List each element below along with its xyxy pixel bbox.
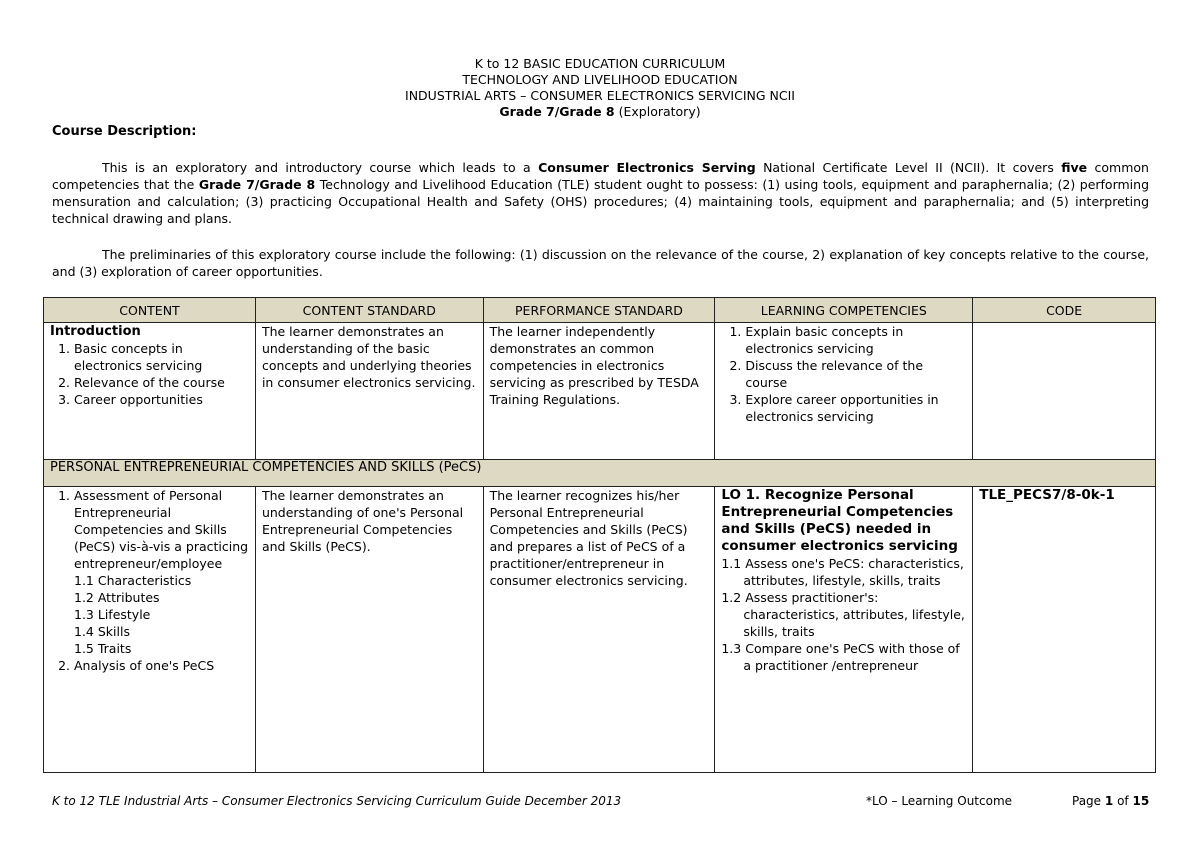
p1-text-e: common competencies that the — [52, 160, 1149, 192]
footer-lo-note: *LO – Learning Outcome — [866, 794, 1013, 808]
course-description-label: Course Description: — [52, 124, 197, 139]
header-performance-standard: PERFORMANCE STANDARD — [483, 298, 715, 323]
course-description-paragraph-1 — [52, 159, 1149, 227]
list-item: 2. Discuss the relevance of the course — [745, 357, 966, 391]
list-item: 2. Relevance of the course — [74, 374, 249, 391]
sub-item: 1.5 Traits — [74, 641, 132, 656]
course-description-paragraph-2 — [52, 246, 1149, 280]
lo-item: 1.2 Assess practitioner's: characteristics, attributes, lifestyle, skills, traits — [721, 590, 965, 639]
p1-text-a: This is an exploratory and introductory course which leads to a — [102, 160, 539, 175]
header-learning-competencies: LEARNING COMPETENCIES — [715, 298, 973, 323]
pecs-content-standard: The learner demonstrates an understanding of one's Personal Entrepreneurial Competencies and Skills (PeCS). — [255, 487, 483, 773]
p2-text: The preliminaries of this exploratory course include the following: (1) discussion on the relevance of the course, 2) explanation of key concepts relative to the course, and (3) exploration of career opportunities. — [52, 247, 1149, 279]
lo-title: LO 1. Recognize Personal Entrepreneurial Competencies and Skills (PeCS) needed in consumer electronics servicing — [721, 487, 958, 554]
footer-document-title: K to 12 TLE Industrial Arts – Consumer Electronics Servicing Curriculum Guide December 2013 — [52, 794, 622, 808]
curriculum-table — [43, 297, 1156, 773]
grade-label: Grade 7/Grade 8 — [499, 104, 615, 119]
table-header-row — [44, 298, 1156, 323]
header-line-2: TECHNOLOGY AND LIVELIHOOD EDUCATION — [462, 72, 738, 87]
list-item: 3. Explore career opportunities in electronics servicing — [745, 391, 966, 425]
intro-content-list — [50, 340, 249, 408]
header-content: CONTENT — [44, 298, 256, 323]
list-item: 3. Career opportunities — [74, 391, 249, 408]
pecs-content-cell — [44, 487, 256, 773]
lo-item: 1.1 Assess one's PeCS: characteristics, attributes, lifestyle, skills, traits — [721, 556, 964, 588]
header-line-1: K to 12 BASIC EDUCATION CURRICULUM — [474, 56, 726, 71]
document-header — [0, 56, 1200, 120]
intro-competencies-list — [721, 323, 966, 425]
pecs-content-list — [50, 487, 249, 674]
table-row — [44, 487, 1156, 773]
section-title: PERSONAL ENTREPRENEURIAL COMPETENCIES AND SKILLS (PeCS) — [44, 460, 1156, 487]
section-row — [44, 460, 1156, 487]
intro-code — [973, 323, 1156, 460]
of-label: of — [1117, 794, 1129, 808]
page-total: 15 — [1132, 794, 1150, 808]
page-indicator — [1072, 794, 1149, 808]
lo-item: 1.3 Compare one's PeCS with those of a practitioner /entrepreneur — [721, 641, 960, 673]
sub-item: 1.4 Skills — [74, 624, 130, 639]
table-row — [44, 323, 1156, 460]
intro-content-standard: The learner demonstrates an understanding of the basic concepts and underlying theories in consumer electronics servicing. — [255, 323, 483, 460]
sub-item: 1.3 Lifestyle — [74, 607, 151, 622]
header-content-standard: CONTENT STANDARD — [255, 298, 483, 323]
exploratory-label: (Exploratory) — [618, 104, 701, 119]
header-line-3: INDUSTRIAL ARTS – CONSUMER ELECTRONICS SERVICING NCII — [405, 88, 795, 103]
sub-item: 1.2 Attributes — [74, 590, 160, 605]
page-number: 1 — [1104, 794, 1114, 808]
header-line-4 — [0, 104, 1200, 120]
p1-text-g: Technology and Livelihood Education (TLE) student ought to possess: (1) using tools, equipment and paraphernalia; (2) performing mensuration and calculation; (3) practicing Occupational Health and Safety (OHS) procedures; (4) maintaining tools, equipment and paraphernalia; and (5) interpreting technical drawing and plans. — [52, 177, 1150, 226]
list-item: 2. Analysis of one's PeCS — [74, 657, 249, 674]
pecs-competencies-cell — [715, 487, 973, 773]
pecs-performance-standard: The learner recognizes his/her Personal Entrepreneurial Competencies and Skills (PeCS) and prepares a list of PeCS of a practitioner/entrepreneur in consumer electronics servicing. — [483, 487, 715, 773]
pecs-code: TLE_PECS7/8-0k-1 — [973, 487, 1156, 773]
p1-text-b: Consumer Electronics Serving — [538, 160, 756, 175]
pecs-item-1: Assessment of Personal Entrepreneurial Competencies and Skills (PeCS) vis-à-vis a practicing entrepreneur/employee — [74, 488, 249, 571]
intro-competencies-cell — [715, 323, 973, 460]
p1-text-f: Grade 7/Grade 8 — [198, 177, 316, 192]
p1-text-c: National Certificate Level II (NCII). It covers — [755, 160, 1062, 175]
sub-item: 1.1 Characteristics — [74, 573, 192, 588]
list-item: 1. Basic concepts in electronics servicing — [74, 340, 249, 374]
page-label: Page — [1072, 794, 1102, 808]
intro-performance-standard: The learner independently demonstrates an common competencies in electronics servicing as prescribed by TESDA Training Regulations. — [483, 323, 715, 460]
intro-title: Introduction — [50, 324, 141, 339]
p1-text-d: five — [1061, 160, 1088, 175]
intro-content-cell — [44, 323, 256, 460]
list-item — [74, 487, 249, 657]
list-item: 1. Explain basic concepts in electronics servicing — [745, 323, 966, 357]
header-code: CODE — [973, 298, 1156, 323]
